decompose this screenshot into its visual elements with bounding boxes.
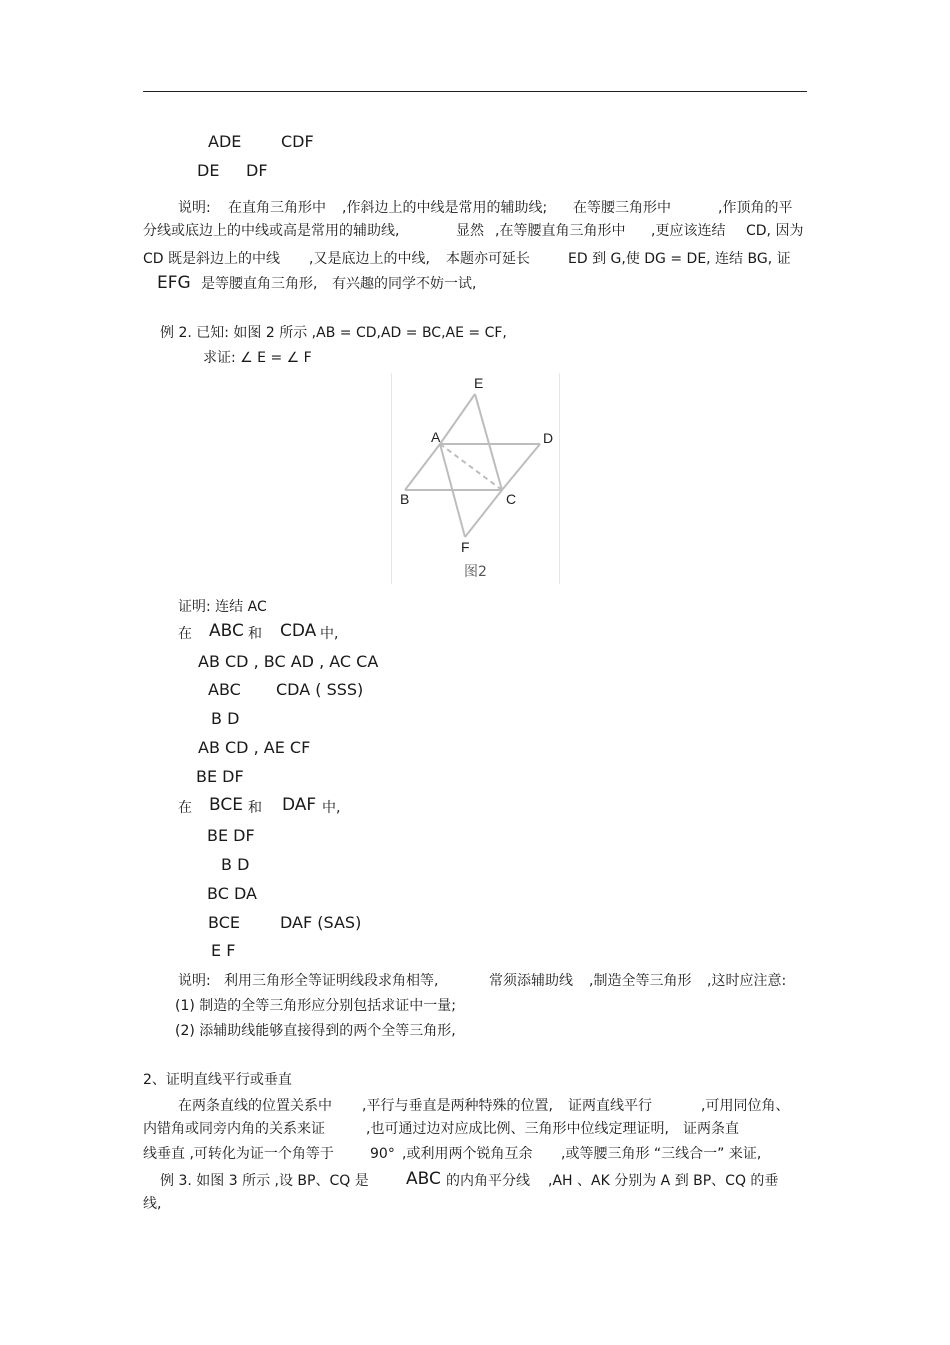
proof-text: 在: [178, 626, 192, 642]
figure-2: [391, 373, 560, 584]
section-text: 在两条直线的位置关系中: [178, 1098, 332, 1114]
section-text: ,可用同位角、: [701, 1098, 790, 1114]
segment-de: DE: [197, 161, 220, 180]
note1-text: ED 到 G,使 DG = DE, 连结 BG, 证: [568, 251, 791, 267]
section-text: ,或等腰三角形 “三线合一” 来证,: [561, 1146, 762, 1162]
triangle-ade: ADE: [208, 132, 242, 151]
section-text: ,也可通过边对应成比例、三角形中位线定理证明,: [366, 1121, 669, 1137]
label-c: C: [506, 491, 517, 507]
segment-ec: [475, 394, 502, 490]
triangle-abc: ABC: [209, 621, 244, 641]
note1-text: 在等腰三角形中: [573, 200, 671, 216]
segment-ab: [405, 444, 440, 490]
note1-text: ,更应该连结: [651, 223, 726, 239]
section-text: ,或利用两个锐角互余: [402, 1146, 533, 1162]
proof-line: DAF (SAS): [280, 913, 362, 932]
note1-text: ,在等腰直角三角形中: [495, 223, 626, 239]
label-e: E: [474, 375, 484, 391]
label-f: F: [461, 539, 470, 555]
example3-text: ,AH 、AK 分别为 A 到 BP、CQ 的垂: [548, 1173, 779, 1189]
proof-line: CDA ( SSS): [276, 680, 364, 699]
note2-text: ,这时应注意:: [707, 973, 787, 989]
note2-text: ,制造全等三角形: [589, 973, 692, 989]
proof-line: E F: [211, 941, 236, 960]
note1-label: 说明:: [178, 200, 211, 216]
example3-text: 线,: [143, 1196, 162, 1212]
segment-ae: [440, 394, 475, 444]
segment-cd: [502, 444, 540, 490]
triangle-cdf: CDF: [281, 132, 314, 151]
segment-fc: [465, 490, 502, 537]
section-text: ,平行与垂直是两种特殊的位置,: [362, 1098, 553, 1114]
triangle-abc-ex3: ABC: [406, 1169, 441, 1189]
proof-line: ABC: [208, 680, 241, 699]
proof-line: BE DF: [196, 767, 244, 786]
note1-text: 在直角三角形中: [228, 200, 326, 216]
triangle-bce: BCE: [209, 795, 243, 815]
note2-text: 利用三角形全等证明线段求角相等,: [224, 973, 439, 989]
note2-item-1: (1) 制造的全等三角形应分别包括求证中一量;: [175, 998, 456, 1014]
proof-line: BE DF: [207, 826, 255, 845]
figure-2-diagram: [392, 373, 559, 584]
note2-item-2: (2) 添辅助线能够直接得到的两个全等三角形,: [175, 1023, 456, 1039]
section-text: 线垂直 ,可转化为证一个角等于: [143, 1146, 334, 1162]
proof-line: AB CD , AE CF: [198, 738, 311, 757]
proof-text: 中,: [322, 800, 341, 816]
proof-line: BCE: [208, 913, 240, 932]
section-text: 证两直线平行: [568, 1098, 652, 1114]
proof-text: 在: [178, 800, 192, 816]
example3-text: 的内角平分线: [446, 1173, 530, 1189]
note1-text: 显然: [456, 223, 484, 239]
proof-heading: 证明: 连结 AC: [178, 599, 267, 615]
proof-line: B D: [221, 855, 250, 874]
note1-text: 有兴趣的同学不妨一试,: [332, 276, 477, 292]
label-d: D: [543, 430, 554, 446]
note1-text: 本题亦可延长: [446, 251, 530, 267]
proof-text: 和: [248, 800, 262, 816]
proof-line: B D: [211, 709, 240, 728]
triangle-efg: EFG: [157, 273, 191, 293]
proof-line: BC DA: [207, 884, 257, 903]
header-rule: [143, 91, 807, 92]
example3-text: 例 3. 如图 3 所示 ,设 BP、CQ 是: [160, 1173, 369, 1189]
section-text: 证两条直: [683, 1121, 739, 1137]
figure-2-caption: 图2: [464, 564, 487, 580]
proof-line: AB CD , BC AD , AC CA: [198, 652, 379, 671]
label-b: B: [400, 491, 410, 507]
triangle-cda: CDA: [280, 621, 317, 641]
note2-text: 常须添辅助线: [489, 973, 573, 989]
section-text: 90°: [370, 1146, 395, 1162]
section-heading: 2、证明直线平行或垂直: [143, 1072, 292, 1088]
note1-text: CD 既是斜边上的中线: [143, 251, 281, 267]
note1-text: ,又是底边上的中线,: [309, 251, 430, 267]
note1-text: CD, 因为: [746, 223, 804, 239]
proof-text: 和: [248, 626, 262, 642]
triangle-daf: DAF: [282, 795, 317, 815]
section-text: 内错角或同旁内角的关系来证: [143, 1121, 325, 1137]
note1-text: ,作斜边上的中线是常用的辅助线;: [342, 200, 548, 216]
note1-text: 分线或底边上的中线或高是常用的辅助线,: [143, 223, 400, 239]
example2-prove: 求证: ∠ E = ∠ F: [203, 350, 312, 366]
proof-text: 中,: [320, 626, 339, 642]
segment-ac-dashed: [440, 444, 502, 490]
example2-given: 例 2. 已知: 如图 2 所示 ,AB = CD,AD = BC,AE = CF,: [160, 325, 507, 341]
note1-text: 是等腰直角三角形,: [201, 276, 318, 292]
note2-label: 说明:: [178, 973, 211, 989]
segment-df: DF: [246, 161, 268, 180]
label-a: A: [431, 429, 441, 445]
note1-text: ,作顶角的平: [718, 200, 793, 216]
